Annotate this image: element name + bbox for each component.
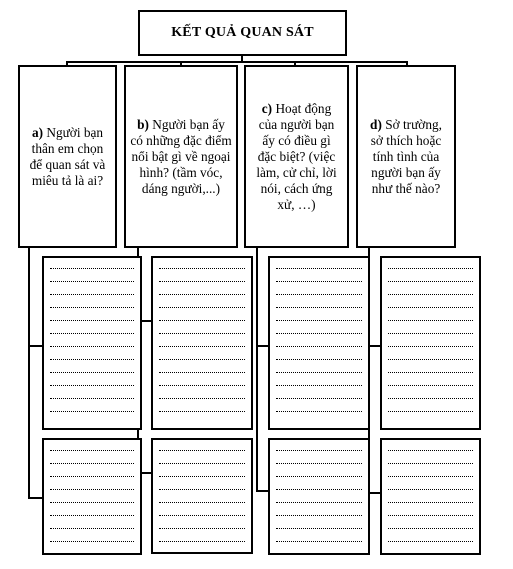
writing-line [159,541,245,542]
writing-line [276,294,362,295]
writing-line [50,476,134,477]
writing-line [276,450,362,451]
answer-box-d-1[interactable] [380,256,481,430]
writing-line [159,281,245,282]
answer-box-a-2[interactable] [42,438,142,555]
writing-line [276,502,362,503]
question-label-a: a) [31,124,44,140]
writing-line [159,463,245,464]
writing-line [388,411,473,412]
question-text-c: Hoạt động của người bạn ấy có điều gì đặc biệt? (việc làm, cử chỉ, lời nói, cách ứng xử, …) [256,100,337,212]
writing-line [276,307,362,308]
writing-line [159,502,245,503]
writing-line [159,450,245,451]
writing-line [276,268,362,269]
writing-line [50,515,134,516]
writing-line [159,515,245,516]
connector-top-bar [66,61,408,63]
writing-line [276,333,362,334]
question-box-d [356,65,456,248]
writing-line [159,359,245,360]
question-text-d: Sở trường, sở thích hoặc tính tình của người bạn ấy như thế nào? [370,116,442,196]
writing-line [50,268,134,269]
connector-a-h2 [28,497,42,499]
writing-line [50,372,134,373]
writing-line [50,502,134,503]
writing-line [388,346,473,347]
writing-line [159,294,245,295]
writing-line [159,489,245,490]
question-label-c: c) [261,100,273,116]
writing-line [50,541,134,542]
connector-a-h1 [28,345,42,347]
question-box-a [18,65,117,248]
answer-box-d-2[interactable] [380,438,481,555]
writing-line [159,372,245,373]
connector-c-branch [256,248,258,491]
writing-line [388,294,473,295]
writing-line [388,476,473,477]
writing-line [50,333,134,334]
question-text-b: Người bạn ấy có những đặc điểm nổi bật gì về ngoại hình? (tầm vóc, dáng người,...) [130,116,232,196]
writing-line [159,268,245,269]
writing-line [50,528,134,529]
writing-line [276,281,362,282]
writing-line [276,463,362,464]
writing-line [159,346,245,347]
question-box-c [244,65,349,248]
writing-line [50,411,134,412]
writing-line [388,268,473,269]
answer-box-c-2[interactable] [268,438,370,555]
writing-line [159,411,245,412]
writing-line [159,476,245,477]
writing-line [388,372,473,373]
writing-line [159,385,245,386]
writing-line [388,359,473,360]
diagram-title: KẾT QUẢ QUAN SÁT [138,10,347,56]
writing-line [276,346,362,347]
writing-line [388,528,473,529]
writing-line [388,307,473,308]
writing-line [159,333,245,334]
writing-line [276,541,362,542]
writing-line [276,385,362,386]
writing-line [50,281,134,282]
writing-line [50,307,134,308]
question-text-a: Người bạn thân em chọn để quan sát và miêu tả là ai? [29,124,106,188]
writing-line [276,320,362,321]
writing-line [388,333,473,334]
writing-line [388,463,473,464]
writing-line [388,541,473,542]
question-label-d: d) [370,116,382,132]
writing-line [276,489,362,490]
writing-line [388,489,473,490]
question-box-b [124,65,238,248]
writing-line [276,528,362,529]
writing-line [388,385,473,386]
question-label-b: b) [137,116,149,132]
writing-line [50,489,134,490]
writing-line [50,450,134,451]
writing-line [50,346,134,347]
writing-line [276,398,362,399]
writing-line [50,463,134,464]
writing-line [159,398,245,399]
answer-box-b-2[interactable] [151,438,253,554]
writing-line [388,515,473,516]
writing-line [50,385,134,386]
answer-box-c-1[interactable] [268,256,370,430]
writing-line [276,411,362,412]
connector-a-branch [28,248,30,498]
connector-c-h1 [256,345,268,347]
writing-line [50,294,134,295]
writing-line [276,372,362,373]
writing-line [50,320,134,321]
writing-line [388,320,473,321]
writing-line [159,307,245,308]
writing-line [388,281,473,282]
writing-line [159,320,245,321]
writing-line [388,450,473,451]
writing-line [50,398,134,399]
writing-line [276,476,362,477]
writing-line [50,359,134,360]
writing-line [159,528,245,529]
writing-line [276,359,362,360]
connector-c-h2 [256,490,268,492]
writing-line [276,515,362,516]
answer-box-b-1[interactable] [151,256,253,430]
writing-line [388,398,473,399]
answer-box-a-1[interactable] [42,256,142,430]
writing-line [388,502,473,503]
